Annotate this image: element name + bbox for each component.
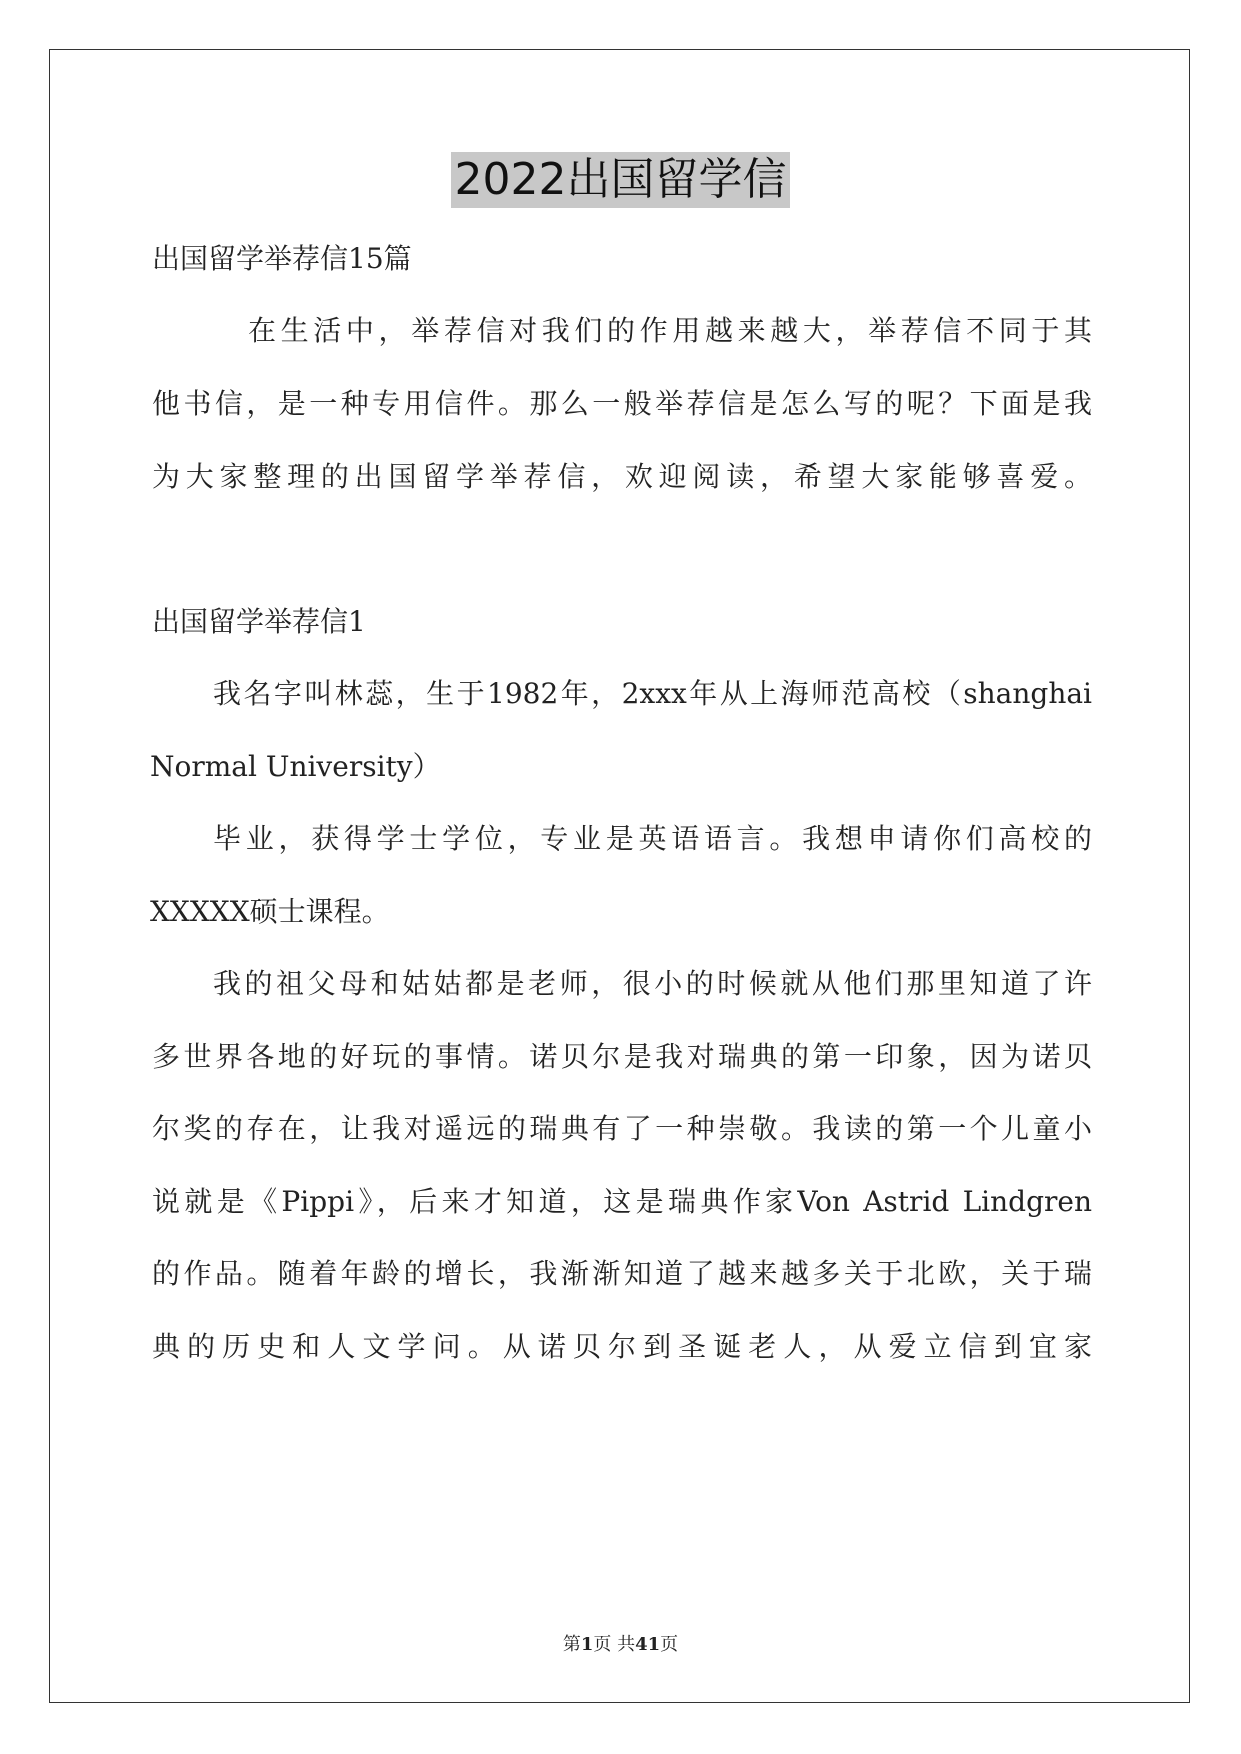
body-line: 典的历史和人文学问。从诺贝尔到圣诞老人，从爱立信到宜家 <box>152 1330 1092 1363</box>
footer-page-number: 1 <box>580 1634 594 1655</box>
page-footer <box>0 1630 1241 1656</box>
body-line: 的作品。随着年龄的增长，我渐渐知道了越来越多关于北欧，关于瑞 <box>152 1257 1092 1290</box>
body-line: Normal University） <box>150 750 441 783</box>
page-border <box>49 49 1190 1703</box>
body-line: 说就是《Pippi》，后来才知道，这是瑞典作家Von Astrid Lindgren <box>152 1185 1092 1218</box>
section-heading: 出国留学举荐信1 <box>152 605 366 638</box>
intro-line: 为大家整理的出国留学举荐信，欢迎阅读，希望大家能够喜爱。 <box>152 460 1092 493</box>
footer-mid: 页 共 <box>593 1634 636 1655</box>
footer-suffix: 页 <box>660 1634 679 1655</box>
document-subtitle: 出国留学举荐信15篇 <box>152 242 412 275</box>
body-line: 我的祖父母和姑姑都是老师，很小的时候就从他们那里知道了许 <box>213 967 1092 1000</box>
body-line: XXXXX硕士课程。 <box>150 895 390 928</box>
document-title: 2022出国留学信 <box>451 152 791 208</box>
footer-prefix: 第 <box>562 1634 581 1655</box>
intro-line: 他书信，是一种专用信件。那么一般举荐信是怎么写的呢？下面是我 <box>152 387 1092 420</box>
body-line: 尔奖的存在，让我对遥远的瑞典有了一种崇敬。我读的第一个儿童小 <box>152 1112 1092 1145</box>
title-container <box>0 152 1241 208</box>
body-line: 我名字叫林蕊，生于1982年，2xxx年从上海师范高校（shanghai <box>213 677 1092 710</box>
body-line: 多世界各地的好玩的事情。诺贝尔是我对瑞典的第一印象，因为诺贝 <box>152 1040 1092 1073</box>
body-line: 毕业，获得学士学位，专业是英语语言。我想申请你们高校的 <box>213 822 1092 855</box>
footer-total-pages: 41 <box>635 1634 661 1655</box>
intro-line: 在生活中，举荐信对我们的作用越来越大，举荐信不同于其 <box>248 314 1092 347</box>
